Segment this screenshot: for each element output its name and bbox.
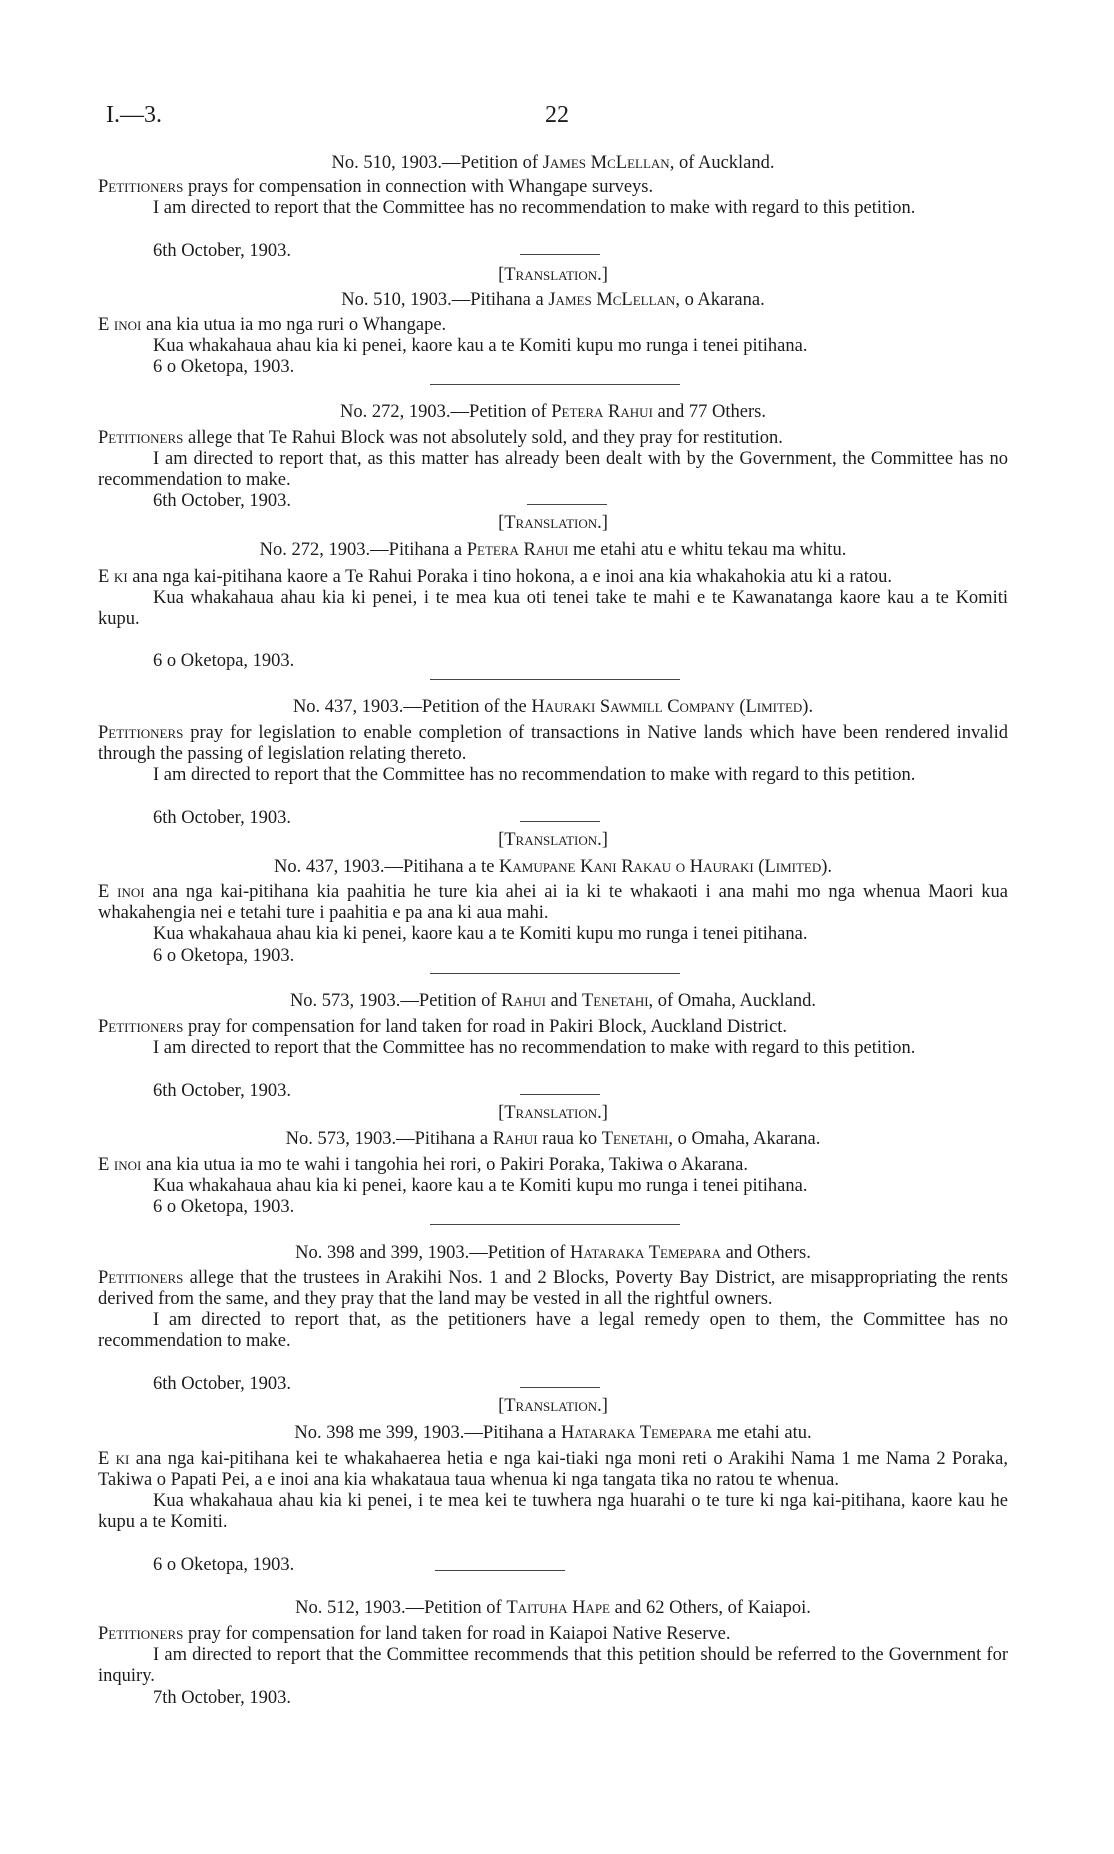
petition-body: Petitioners pray for compensation for land taken for road in Kaiapoi Native Reserve. I am directed to report that the Committee recommends that this petition should be referred to the Government for inquiry. [98, 1624, 1008, 1686]
translation-body: E inoi ana kia utua ia mo te wahi i tangohia hei rori, o Pakiri Poraka, Takiwa o Akarana. Kua whakahaua ahau kia ki penei, kaore kau a te Komiti kupu mo runga i tenei pitihana. [98, 1155, 808, 1196]
petition-title: No. 573, 1903.—Petition of Rahui and Tenetahi, of Omaha, Auckland. [289, 991, 817, 1011]
translation-title: No. 398 me 399, 1903.—Pitihana a Hataraka Temepara me etahi atu. [294, 1423, 812, 1443]
petition-body: Petitioners pray for legislation to enable completion of transactions in Native lands which have been rendered invalid through the passing of legislation relating thereto. I am directed to report that the Committee has no recommendation to make with regard to this petition. [98, 723, 1008, 785]
divider [520, 1387, 600, 1388]
divider [430, 384, 680, 385]
petition-title: No. 437, 1903.—Petition of the Hauraki Sawmill Company (Limited). [292, 697, 814, 717]
translation-date: 6 o Oketopa, 1903. [153, 946, 295, 966]
report-date: 6th October, 1903. [153, 241, 291, 261]
petition-title: No. 512, 1903.—Petition of Taituha Hape and 62 Others, of Kaiapoi. [295, 1598, 811, 1618]
translation-body: E inoi ana nga kai-pitihana kia paahitia he ture kia ahei ai ia ki te whakaoti i ana mahi mo nga whenua Maori kua whakahengia nei e tetahi ture i paahitia e pa ana ki aua mahi. Kua whakahaua ahau kia ki penei, kaore kau a te Komiti kupu mo runga i tenei pitihana. [98, 882, 1008, 944]
report-date: 7th October, 1903. [153, 1688, 291, 1708]
divider [435, 1570, 565, 1571]
petition-title: No. 398 and 399, 1903.—Petition of Hataraka Temepara and Others. [295, 1243, 811, 1263]
petition-body: Petitioners prays for compensation in connection with Whangape surveys. I am directed to report that the Committee has no recommendation to make with regard to this petition. [98, 177, 916, 218]
translation-label: [Translation.] [498, 1396, 608, 1416]
translation-label: [Translation.] [498, 265, 608, 285]
petition-body: Petitioners allege that the trustees in Arakihi Nos. 1 and 2 Blocks, Poverty Bay District, are misappropriating the rents derived from the same, and they pray that the land may be vested in all the rightful owners. I am directed to report that, as the petitioners have a legal remedy open to them, the Committee has no recommendation to make. [98, 1268, 1008, 1351]
divider [430, 679, 680, 680]
divider [520, 1094, 600, 1095]
translation-body: E inoi ana kia utua ia mo nga ruri o Whangape. Kua whakahaua ahau kia ki penei, kaore kau a te Komiti kupu mo runga i tenei pitihana. [98, 315, 808, 356]
report-date: 6th October, 1903. [153, 808, 291, 828]
section-code: I.—3. [106, 102, 162, 128]
translation-body: E ki ana nga kai-pitihana kei te whakahaerea hetia e nga kai-tiaki nga moni reti o Arakihi Nama 1 me Nama 2 Poraka, Takiwa o Papati Pei, a e inoi ana kia whakataua taua whenua ki nga tangata tika no ratou te whenua. Kua whakahaua ahau kia ki penei, i te mea kei te tuwhera nga huarahi o te ture ki nga kai-pitihana, kaore kau he kupu a te Komiti. [98, 1449, 1008, 1532]
translation-title: No. 272, 1903.—Pitihana a Petera Rahui me etahi atu e whitu tekau ma whitu. [259, 540, 847, 560]
translation-label: [Translation.] [498, 830, 608, 850]
petition-title: No. 510, 1903.—Petition of James McLellan, of Auckland. [331, 153, 775, 173]
report-date: 6th October, 1903. [153, 1081, 291, 1101]
petition-title: No. 272, 1903.—Petition of Petera Rahui and 77 Others. [340, 402, 766, 422]
translation-title: No. 437, 1903.—Pitihana a te Kamupane Kani Rakau o Hauraki (Limited). [273, 857, 833, 877]
translation-label: [Translation.] [498, 1103, 608, 1123]
divider [520, 254, 600, 255]
translation-date: 6 o Oketopa, 1903. [153, 357, 295, 377]
divider [430, 973, 680, 974]
translation-body: E ki ana nga kai-pitihana kaore a Te Rahui Poraka i tino hokona, a e inoi ana kia whakahokia atu ki a ratou. Kua whakahaua ahau kia ki penei, i te mea kua oti tenei take te mahi e te Kawanatanga kaore kau a te Komiti kupu. [98, 567, 1008, 629]
report-date: 6th October, 1903. [153, 491, 291, 511]
divider [430, 1224, 680, 1225]
divider [520, 821, 600, 822]
translation-title: No. 573, 1903.—Pitihana a Rahui raua ko Tenetahi, o Omaha, Akarana. [285, 1129, 821, 1149]
translation-title: No. 510, 1903.—Pitihana a James McLellan, o Akarana. [341, 290, 765, 310]
page-number: 22 [545, 102, 569, 128]
translation-label: [Translation.] [498, 513, 608, 533]
translation-date: 6 o Oketopa, 1903. [153, 1197, 295, 1217]
translation-date: 6 o Oketopa, 1903. [153, 651, 295, 671]
divider [527, 504, 607, 505]
petition-body: Petitioners allege that Te Rahui Block was not absolutely sold, and they pray for restitution. I am directed to report that, as this matter has already been dealt with by the Government, the Committee has no recommendation to make. [98, 428, 1008, 490]
report-date: 6th October, 1903. [153, 1374, 291, 1394]
translation-date: 6 o Oketopa, 1903. [153, 1555, 295, 1575]
petition-body: Petitioners pray for compensation for land taken for road in Pakiri Block, Auckland District. I am directed to report that the Committee has no recommendation to make with regard to this petition. [98, 1017, 916, 1058]
